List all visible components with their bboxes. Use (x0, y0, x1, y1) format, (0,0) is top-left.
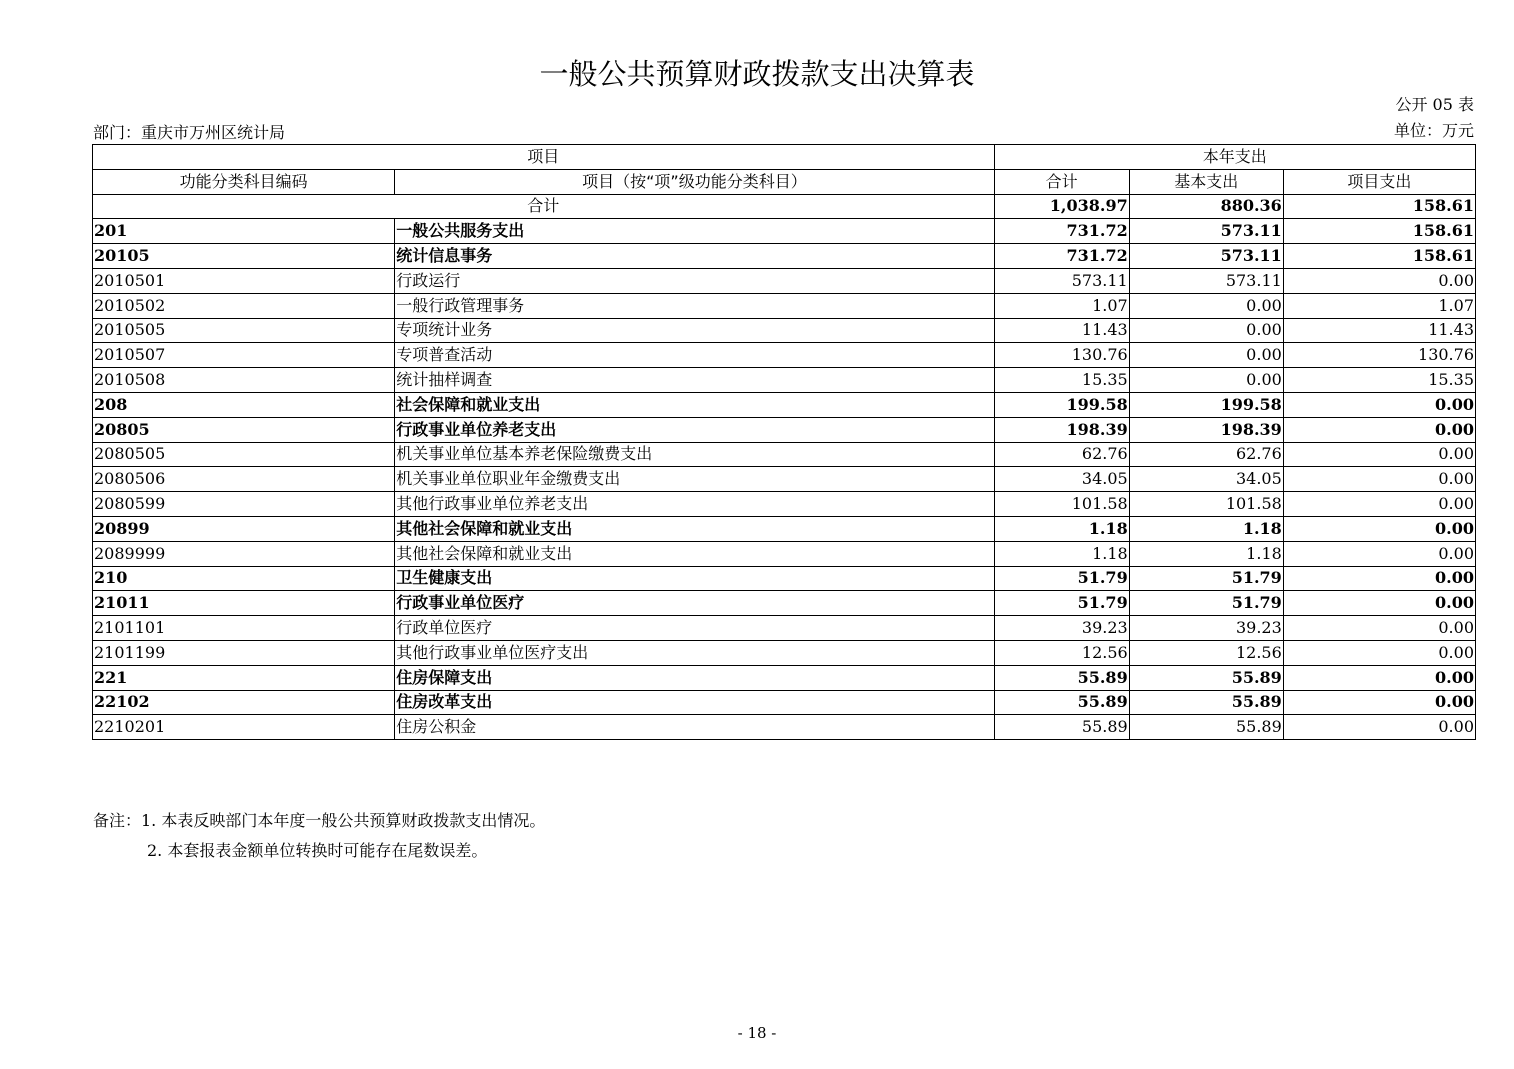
row-name: 其他社会保障和就业支出 (395, 541, 994, 566)
row-name: 行政单位医疗 (395, 616, 994, 641)
total-label: 合计 (93, 194, 995, 219)
table-row (93, 442, 1476, 467)
row-basic: 0.00 (1129, 368, 1283, 393)
row-basic: 0.00 (1129, 343, 1283, 368)
table-row (93, 492, 1476, 517)
row-basic: 101.58 (1129, 492, 1283, 517)
header-proj: 项目支出 (1283, 169, 1475, 194)
row-total: 55.89 (994, 665, 1129, 690)
row-total: 198.39 (994, 417, 1129, 442)
table-row (93, 690, 1476, 715)
row-code: 2080599 (93, 492, 395, 517)
row-basic: 1.18 (1129, 541, 1283, 566)
table-row (93, 244, 1476, 269)
row-code: 210 (93, 566, 395, 591)
row-code: 2089999 (93, 541, 395, 566)
row-code: 2010502 (93, 293, 395, 318)
table-row (93, 516, 1476, 541)
table-row (93, 268, 1476, 293)
row-total: 55.89 (994, 715, 1129, 740)
row-total: 51.79 (994, 591, 1129, 616)
row-name: 卫生健康支出 (395, 566, 994, 591)
row-code: 20805 (93, 417, 395, 442)
row-code: 2210201 (93, 715, 395, 740)
row-code: 2010501 (93, 268, 395, 293)
row-proj: 158.61 (1283, 244, 1475, 269)
row-name: 其他行政事业单位养老支出 (395, 492, 994, 517)
row-code: 201 (93, 219, 395, 244)
row-proj: 0.00 (1283, 467, 1475, 492)
row-total: 101.58 (994, 492, 1129, 517)
total-basic: 880.36 (1129, 194, 1283, 219)
table-row (93, 343, 1476, 368)
row-proj: 0.00 (1283, 616, 1475, 641)
table-row (93, 665, 1476, 690)
note-2: 2. 本套报表金额单位转换时可能存在尾数误差。 (147, 841, 488, 860)
total-total: 1,038.97 (994, 194, 1129, 219)
row-proj: 11.43 (1283, 318, 1475, 343)
row-total: 1.07 (994, 293, 1129, 318)
row-proj: 0.00 (1283, 715, 1475, 740)
row-code: 2101101 (93, 616, 395, 641)
row-name: 住房保障支出 (395, 665, 994, 690)
table-row (93, 467, 1476, 492)
row-basic: 62.76 (1129, 442, 1283, 467)
row-code: 2080505 (93, 442, 395, 467)
row-proj: 0.00 (1283, 268, 1475, 293)
header-project: 项目 (93, 145, 995, 170)
row-total: 39.23 (994, 616, 1129, 641)
row-name: 其他行政事业单位医疗支出 (395, 640, 994, 665)
row-proj: 0.00 (1283, 492, 1475, 517)
row-code: 2010507 (93, 343, 395, 368)
table-row (93, 293, 1476, 318)
expenditure-table (92, 144, 1476, 740)
table-row (93, 566, 1476, 591)
row-code: 21011 (93, 591, 395, 616)
row-proj: 0.00 (1283, 417, 1475, 442)
row-name: 机关事业单位基本养老保险缴费支出 (395, 442, 994, 467)
row-code: 22102 (93, 690, 395, 715)
row-name: 机关事业单位职业年金缴费支出 (395, 467, 994, 492)
row-code: 2080506 (93, 467, 395, 492)
row-basic: 55.89 (1129, 690, 1283, 715)
row-proj: 0.00 (1283, 640, 1475, 665)
row-basic: 51.79 (1129, 566, 1283, 591)
row-basic: 573.11 (1129, 219, 1283, 244)
row-proj: 0.00 (1283, 665, 1475, 690)
table-row (93, 392, 1476, 417)
department-label: 部门：重庆市万州区统计局 (93, 123, 286, 142)
table-row (93, 640, 1476, 665)
row-basic: 34.05 (1129, 467, 1283, 492)
row-basic: 51.79 (1129, 591, 1283, 616)
header-item: 项目（按“项”级功能分类科目） (395, 169, 994, 194)
row-basic: 1.18 (1129, 516, 1283, 541)
row-name: 行政运行 (395, 268, 994, 293)
row-total: 12.56 (994, 640, 1129, 665)
row-total: 573.11 (994, 268, 1129, 293)
header-total: 合计 (994, 169, 1129, 194)
header-code: 功能分类科目编码 (93, 169, 395, 194)
row-code: 2101199 (93, 640, 395, 665)
row-basic: 199.58 (1129, 392, 1283, 417)
row-proj: 0.00 (1283, 516, 1475, 541)
row-basic: 39.23 (1129, 616, 1283, 641)
row-total: 11.43 (994, 318, 1129, 343)
row-total: 1.18 (994, 516, 1129, 541)
row-code: 221 (93, 665, 395, 690)
row-total: 55.89 (994, 690, 1129, 715)
table-row (93, 318, 1476, 343)
row-basic: 12.56 (1129, 640, 1283, 665)
row-proj: 0.00 (1283, 541, 1475, 566)
row-total: 15.35 (994, 368, 1129, 393)
row-basic: 0.00 (1129, 293, 1283, 318)
row-total: 199.58 (994, 392, 1129, 417)
row-name: 住房公积金 (395, 715, 994, 740)
table-row (93, 616, 1476, 641)
notes (93, 806, 545, 866)
total-row (93, 194, 1476, 219)
row-code: 2010505 (93, 318, 395, 343)
row-name: 其他社会保障和就业支出 (395, 516, 994, 541)
row-total: 130.76 (994, 343, 1129, 368)
row-proj: 15.35 (1283, 368, 1475, 393)
row-name: 住房改革支出 (395, 690, 994, 715)
note-1: 备注：1. 本表反映部门本年度一般公共预算财政拨款支出情况。 (93, 811, 546, 830)
row-name: 一般公共服务支出 (395, 219, 994, 244)
total-proj: 158.61 (1283, 194, 1475, 219)
row-total: 34.05 (994, 467, 1129, 492)
row-total: 62.76 (994, 442, 1129, 467)
row-proj: 0.00 (1283, 442, 1475, 467)
row-name: 社会保障和就业支出 (395, 392, 994, 417)
header-current-year: 本年支出 (994, 145, 1475, 170)
row-proj: 1.07 (1283, 293, 1475, 318)
row-name: 统计信息事务 (395, 244, 994, 269)
row-proj: 0.00 (1283, 566, 1475, 591)
table-row (93, 541, 1476, 566)
page-title: 一般公共预算财政拨款支出决算表 (539, 57, 975, 91)
row-name: 行政事业单位医疗 (395, 591, 994, 616)
unit-label: 单位：万元 (1393, 121, 1474, 140)
page-number: - 18 - (737, 1024, 777, 1042)
header-row-2 (93, 169, 1476, 194)
row-proj: 130.76 (1283, 343, 1475, 368)
row-basic: 198.39 (1129, 417, 1283, 442)
row-code: 20899 (93, 516, 395, 541)
row-proj: 158.61 (1283, 219, 1475, 244)
row-basic: 573.11 (1129, 268, 1283, 293)
row-total: 1.18 (994, 541, 1129, 566)
row-basic: 573.11 (1129, 244, 1283, 269)
row-proj: 0.00 (1283, 591, 1475, 616)
row-basic: 55.89 (1129, 665, 1283, 690)
row-name: 行政事业单位养老支出 (395, 417, 994, 442)
row-basic: 55.89 (1129, 715, 1283, 740)
row-name: 专项普查活动 (395, 343, 994, 368)
header-basic: 基本支出 (1129, 169, 1283, 194)
row-proj: 0.00 (1283, 690, 1475, 715)
row-name: 统计抽样调查 (395, 368, 994, 393)
table-row (93, 715, 1476, 740)
row-total: 731.72 (994, 219, 1129, 244)
row-name: 一般行政管理事务 (395, 293, 994, 318)
row-code: 2010508 (93, 368, 395, 393)
row-basic: 0.00 (1129, 318, 1283, 343)
row-proj: 0.00 (1283, 392, 1475, 417)
table-row (93, 591, 1476, 616)
row-code: 208 (93, 392, 395, 417)
form-number: 公开 05 表 (1395, 95, 1474, 114)
row-code: 20105 (93, 244, 395, 269)
table-row (93, 417, 1476, 442)
table-row (93, 219, 1476, 244)
row-total: 731.72 (994, 244, 1129, 269)
row-name: 专项统计业务 (395, 318, 994, 343)
header-row-1 (93, 145, 1476, 170)
table-row (93, 368, 1476, 393)
row-total: 51.79 (994, 566, 1129, 591)
